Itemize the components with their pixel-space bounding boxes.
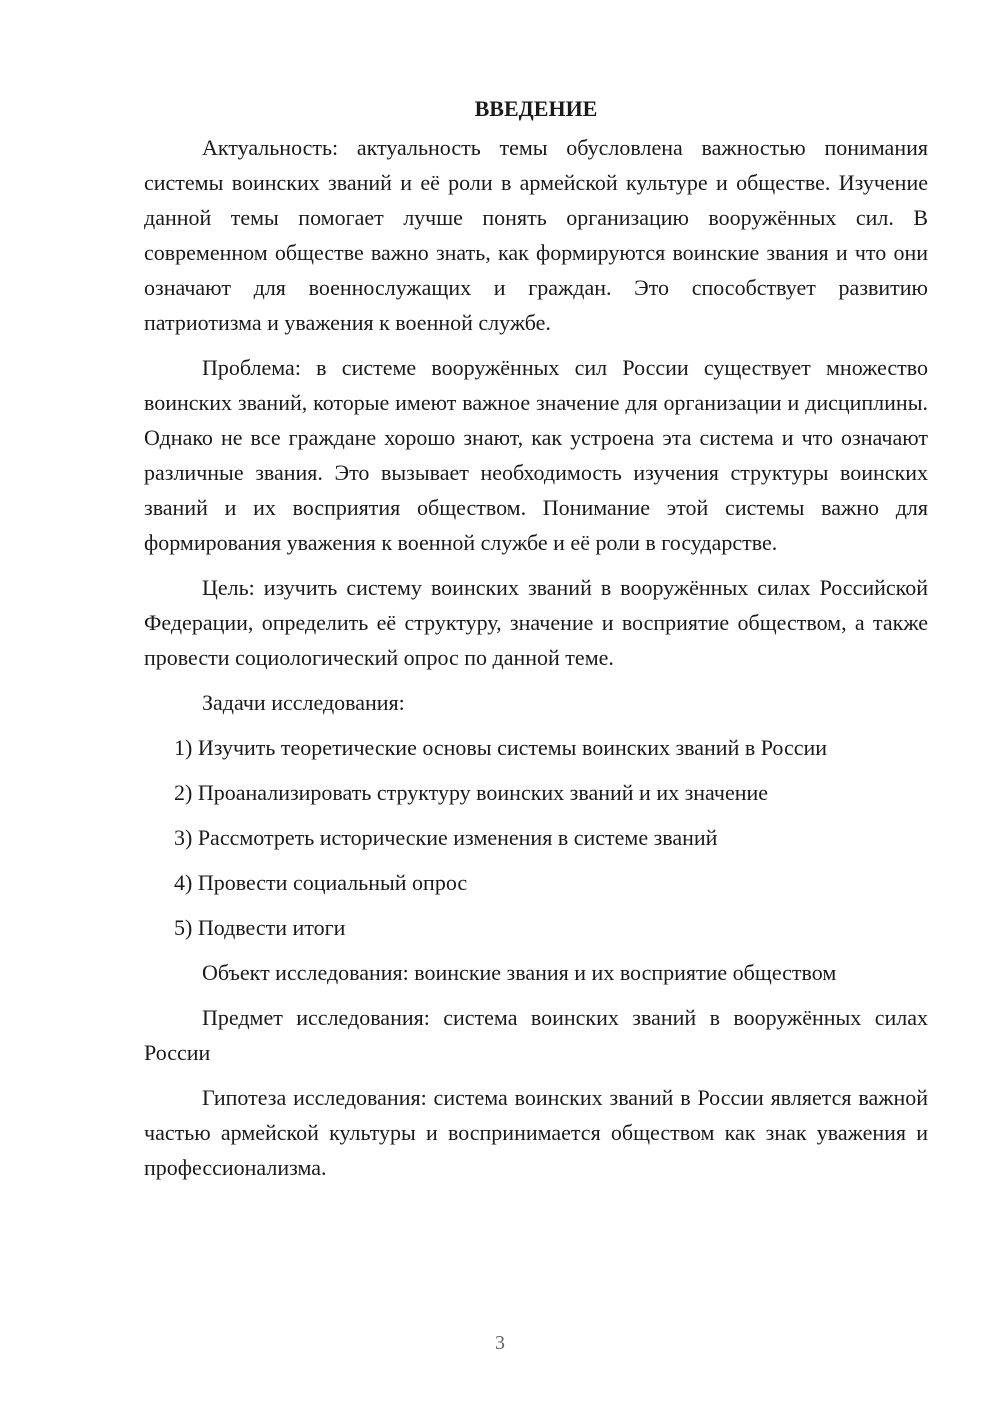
paragraph-subject: Предмет исследования: система воинских званий в вооружённых силах России [144, 1005, 928, 1065]
paragraph-goal: Цель: изучить систему воинских званий в вооружённых силах Российской Федерации, определить её структуру, значение и восприятие обществом, а также провести социологический опрос по данной теме. [144, 575, 928, 670]
paragraph-problem: Проблема: в системе вооружённых сил России существует множество воинских званий, которые имеют важное значение для организации и дисциплины. Однако не все граждане хорошо знают, как устроена эта система и что означают различные звания. Это вызывает необходимость изучения структуры воинских званий и их восприятия обществом. Понимание этой системы важно для формирования уважения к военной службе и её роли в государстве. [144, 355, 928, 555]
task-item: 5) Подвести итоги [174, 915, 346, 940]
task-item: 1) Изучить теоретические основы системы воинских званий в России [174, 735, 828, 760]
tasks-heading: Задачи исследования: [202, 690, 405, 715]
document-page [144, 92, 928, 1195]
paragraph-relevance: Актуальность: актуальность темы обусловлена важностью понимания системы воинских званий и её роли в армейской культуре и обществе. Изучение данной темы помогает лучше понять организацию вооружённых сил. В современном обществе важно знать, как формируются воинские звания и что они означают для военнослужащих и граждан. Это способствует развитию патриотизма и уважения к военной службе. [144, 135, 928, 335]
paragraph-hypothesis: Гипотеза исследования: система воинских званий в России является важной частью армейской культуры и воспринимается обществом как знак уважения и профессионализма. [144, 1085, 928, 1180]
paragraph-object: Объект исследования: воинские звания и их восприятие обществом [202, 960, 837, 985]
task-item: 4) Провести социальный опрос [174, 870, 468, 895]
page-number: 3 [495, 1332, 505, 1354]
page-title: ВВЕДЕНИЕ [474, 96, 598, 121]
task-item: 3) Рассмотреть исторические изменения в системе званий [174, 825, 718, 850]
task-item: 2) Проанализировать структуру воинских званий и их значение [174, 780, 769, 805]
tasks-list [144, 730, 928, 945]
